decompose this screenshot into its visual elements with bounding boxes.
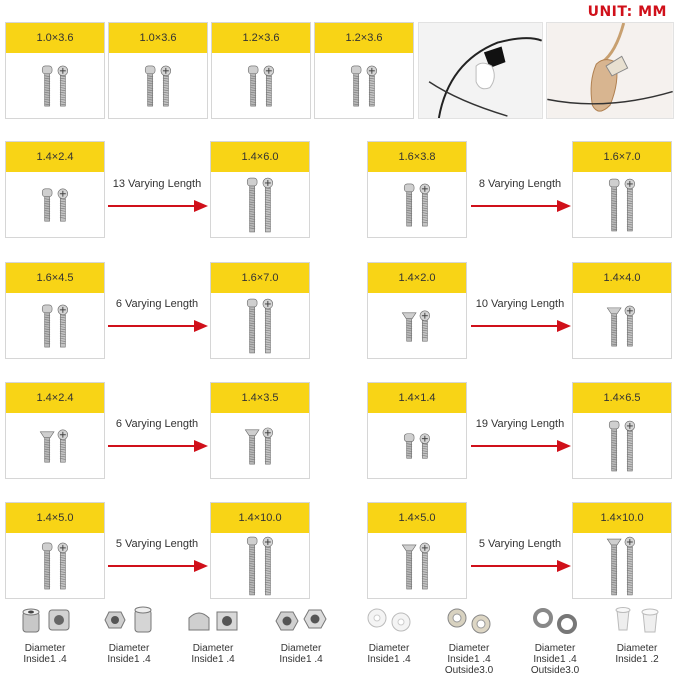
part-caption: Inside1 .2 <box>615 654 659 665</box>
part-item <box>92 604 166 665</box>
screw-card <box>314 22 414 119</box>
flat-washer-icon <box>439 604 499 638</box>
screw-card <box>572 382 672 479</box>
size-label: 1.6×7.0 <box>211 263 309 293</box>
size-label: 1.4×2.4 <box>6 142 104 172</box>
arrow-right-icon <box>471 556 571 576</box>
screw-card <box>210 262 310 359</box>
part-item <box>600 604 674 665</box>
glasses-frame-icon <box>419 23 542 118</box>
screw-pair-icon <box>315 55 413 118</box>
screw-pair-icon <box>211 295 309 358</box>
part-item <box>352 604 426 665</box>
length-range-arrow <box>108 418 206 478</box>
screw-pair-icon <box>6 295 104 358</box>
part-caption: Diameter <box>192 643 234 654</box>
arrow-right-icon <box>108 196 208 216</box>
part-item <box>8 604 82 665</box>
screw-card <box>108 22 208 119</box>
size-label: 1.6×4.5 <box>6 263 104 293</box>
length-range-arrow <box>471 178 569 238</box>
screw-pair-icon <box>6 55 104 118</box>
varying-length-label: 8 Varying Length <box>478 178 562 190</box>
arrow-right-icon <box>108 316 208 336</box>
glasses-hinge-photo <box>418 22 543 119</box>
screw-pair-icon <box>211 535 309 598</box>
screw-card <box>572 141 672 238</box>
varying-length-label: 13 Varying Length <box>112 178 202 190</box>
screw-card <box>367 141 467 238</box>
length-range-arrow <box>108 178 206 238</box>
size-label: 1.2×3.6 <box>212 23 310 53</box>
screw-card <box>210 382 310 479</box>
screw-card <box>5 141 105 238</box>
plastic-washer-icon <box>359 604 419 638</box>
part-caption: Outside3.0 <box>444 665 494 676</box>
screw-pair-icon <box>211 415 309 478</box>
screw-card <box>572 262 672 359</box>
size-label: 1.2×3.6 <box>315 23 413 53</box>
arrow-right-icon <box>471 196 571 216</box>
size-label: 1.4×2.0 <box>368 263 466 293</box>
arrow-right-icon <box>471 436 571 456</box>
length-range-arrow <box>108 538 206 598</box>
part-item <box>176 604 250 665</box>
screw-pair-icon <box>573 174 671 237</box>
screw-card <box>5 262 105 359</box>
size-label: 1.6×3.8 <box>368 142 466 172</box>
arrow-right-icon <box>108 436 208 456</box>
screw-card <box>572 502 672 599</box>
part-caption: Diameter <box>368 643 410 654</box>
size-label: 1.4×2.4 <box>6 383 104 413</box>
screw-card <box>210 502 310 599</box>
screw-pair-icon <box>109 55 207 118</box>
size-label: 1.4×5.0 <box>368 503 466 533</box>
screw-pair-icon <box>573 295 671 358</box>
part-item <box>518 604 592 676</box>
size-label: 1.4×10.0 <box>573 503 671 533</box>
varying-length-label: 6 Varying Length <box>115 418 199 430</box>
screw-card <box>211 22 311 119</box>
length-range-arrow <box>471 418 569 478</box>
varying-length-label: 10 Varying Length <box>475 298 565 310</box>
screw-card <box>210 141 310 238</box>
screw-pair-icon <box>6 535 104 598</box>
part-caption: Diameter <box>280 643 322 654</box>
screw-pair-icon <box>573 535 671 598</box>
part-caption: Inside1 .4 <box>279 654 323 665</box>
size-label: 1.4×4.0 <box>573 263 671 293</box>
screw-pair-icon <box>6 174 104 237</box>
size-label: 1.0×3.6 <box>6 23 104 53</box>
part-caption: Inside1 .4 <box>533 654 577 665</box>
screw-pair-icon <box>368 174 466 237</box>
nose-pad-icon <box>547 23 673 118</box>
size-label: 1.4×1.4 <box>368 383 466 413</box>
screw-card <box>367 262 467 359</box>
size-label: 1.0×3.6 <box>109 23 207 53</box>
screw-pair-icon <box>368 295 466 358</box>
screw-pair-icon <box>6 415 104 478</box>
spring-washer-icon <box>525 604 585 638</box>
part-caption: Inside1 .4 <box>367 654 411 665</box>
tube-nut-icon <box>15 604 75 638</box>
part-caption: Inside1 .4 <box>23 654 67 665</box>
part-caption: Outside3.0 <box>530 665 580 676</box>
screw-pair-icon <box>211 174 309 237</box>
screw-card <box>5 22 105 119</box>
part-caption: Inside1 .4 <box>447 654 491 665</box>
varying-length-label: 6 Varying Length <box>115 298 199 310</box>
unit-label: UNIT: MM <box>587 4 667 20</box>
part-item <box>264 604 338 665</box>
part-caption: Diameter <box>24 643 66 654</box>
length-range-arrow <box>471 298 569 358</box>
size-label: 1.4×5.0 <box>6 503 104 533</box>
part-caption: Diameter <box>108 643 150 654</box>
part-caption: Inside1 .4 <box>107 654 151 665</box>
square-nut-icon <box>183 604 243 638</box>
size-label: 1.4×3.5 <box>211 383 309 413</box>
length-range-arrow <box>108 298 206 358</box>
hex-nut-icon <box>271 604 331 638</box>
screw-card <box>367 502 467 599</box>
size-label: 1.4×10.0 <box>211 503 309 533</box>
arrow-right-icon <box>471 316 571 336</box>
length-range-arrow <box>471 538 569 598</box>
size-label: 1.6×7.0 <box>573 142 671 172</box>
size-label: 1.4×6.0 <box>211 142 309 172</box>
plastic-sleeve-icon <box>607 604 667 638</box>
screw-card <box>5 502 105 599</box>
screw-pair-icon <box>368 415 466 478</box>
part-caption: Diameter <box>534 643 576 654</box>
varying-length-label: 5 Varying Length <box>115 538 199 550</box>
screw-pair-icon <box>212 55 310 118</box>
part-item <box>432 604 506 676</box>
varying-length-label: 5 Varying Length <box>478 538 562 550</box>
screw-card <box>5 382 105 479</box>
screw-card <box>367 382 467 479</box>
screw-pair-icon <box>368 535 466 598</box>
screw-pair-icon <box>573 415 671 478</box>
part-caption: Diameter <box>448 643 490 654</box>
size-label: 1.4×6.5 <box>573 383 671 413</box>
arrow-right-icon <box>108 556 208 576</box>
part-caption: Inside1 .4 <box>191 654 235 665</box>
part-caption: Diameter <box>616 643 658 654</box>
hex-tube-nut-icon <box>99 604 159 638</box>
nose-pad-photo <box>546 22 674 119</box>
varying-length-label: 19 Varying Length <box>475 418 565 430</box>
